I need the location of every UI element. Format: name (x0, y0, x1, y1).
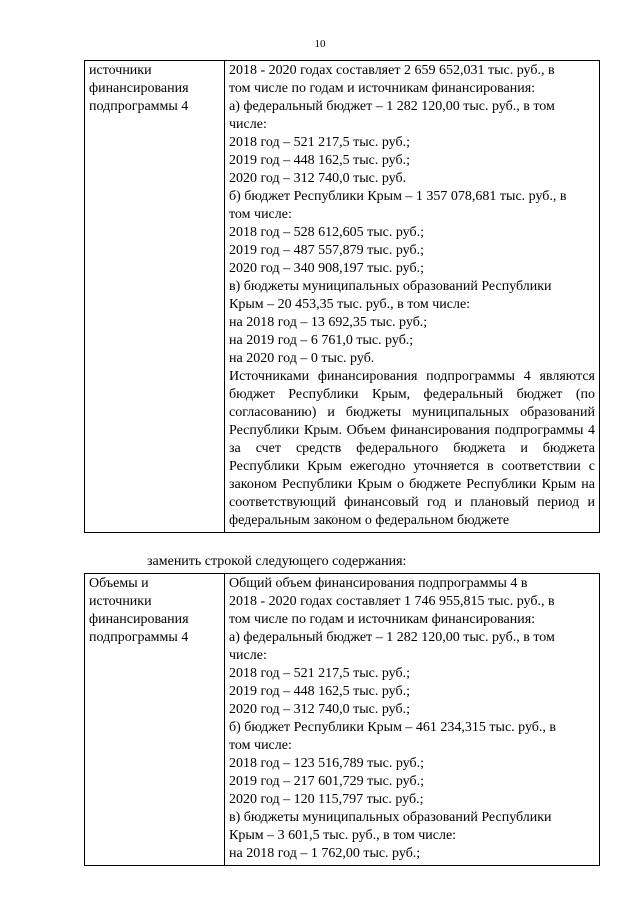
crimea-year-line: 2020 год – 120 115,797 тыс. руб.; (229, 792, 424, 807)
federal-budget-line: числе: (229, 117, 267, 132)
row-header-line: источники (89, 594, 152, 609)
sources-line: являются бюджет Республики Крым, федеральный (229, 369, 595, 402)
crimea-year-line: 2020 год – 340 908,197 тыс. руб.; (229, 261, 424, 276)
crimea-budget-line: б) бюджет Республики Крым – 1 357 078,681 тыс. руб., в (229, 189, 567, 204)
row-header-line: финансирования (89, 81, 189, 96)
municipal-budget-line: Крым – 3 601,5 тыс. руб., в том числе: (229, 828, 457, 843)
municipal-year-line: на 2019 год – 6 761,0 тыс. руб.; (229, 333, 414, 348)
row-header-line: источники (89, 63, 152, 78)
sources-line: образований Республики Крым. Объем финансирования (229, 405, 595, 438)
sources-line: Республики Крым на соответствующий финансовый год (229, 477, 595, 510)
intro-line: том числе по годам и источникам финансирования: (229, 81, 536, 96)
crimea-year-line: 2018 год – 123 516,789 тыс. руб.; (229, 756, 424, 771)
table-row (85, 574, 600, 866)
municipal-budget-line: Крым – 20 453,35 тыс. руб., в том числе: (229, 297, 471, 312)
row-header-cell (85, 61, 225, 533)
federal-year-line: 2019 год – 448 162,5 тыс. руб.; (229, 684, 410, 699)
sources-line: и плановый период и федеральным законом о (229, 495, 595, 528)
page-number: 10 (314, 38, 326, 50)
table-old-funding (84, 60, 600, 533)
sources-line: Источниками финансирования подпрограммы 4 (229, 369, 540, 384)
federal-year-line: 2020 год – 312 740,0 тыс. руб. (229, 171, 407, 186)
table-new-funding (84, 573, 600, 866)
federal-budget-line: а) федеральный бюджет – 1 282 120,00 тыс. руб., в том (229, 99, 555, 114)
sources-line: и бюджета Республики Крым ежегодно уточняется в (229, 441, 595, 474)
federal-year-line: 2018 год – 521 217,5 тыс. руб.; (229, 135, 410, 150)
crimea-budget-line: том числе: (229, 738, 292, 753)
funding-description-cell (225, 61, 600, 533)
row-header-line: подпрограммы 4 (89, 630, 189, 645)
crimea-budget-line: б) бюджет Республики Крым – 461 234,315 тыс. руб., в (229, 720, 557, 735)
row-header-line: Объемы и (89, 576, 149, 591)
municipal-year-line: на 2018 год – 1 762,00 тыс. руб.; (229, 846, 421, 861)
crimea-year-line: 2019 год – 487 557,879 тыс. руб.; (229, 243, 424, 258)
federal-year-line: 2019 год – 448 162,5 тыс. руб.; (229, 153, 410, 168)
intro-line: 2018 - 2020 годах составляет 2 659 652,031 тыс. руб., в (229, 63, 555, 78)
sources-line: соответствии с законом Республики Крым о бюджете (229, 459, 595, 492)
sources-line: подпрограммы 4 за счет средств федерального бюджета (229, 423, 595, 456)
sources-line: бюджет (по согласованию) и бюджеты муниципальных (229, 387, 595, 420)
federal-year-line: 2020 год – 312 740,0 тыс. руб.; (229, 702, 410, 717)
crimea-budget-line: том числе: (229, 207, 292, 222)
sources-paragraph (229, 368, 595, 530)
municipal-budget-line: в) бюджеты муниципальных образований Республики (229, 279, 552, 294)
crimea-year-line: 2018 год – 528 612,605 тыс. руб.; (229, 225, 424, 240)
table-row (85, 61, 600, 533)
funding-description-cell (225, 574, 600, 866)
replace-instruction: заменить строкой следующего содержания: (147, 554, 407, 569)
intro-line: Общий объем финансирования подпрограммы 4 в (229, 576, 528, 591)
row-header-line: подпрограммы 4 (89, 99, 189, 114)
intro-line: том числе по годам и источникам финансирования: (229, 612, 536, 627)
municipal-budget-line: в) бюджеты муниципальных образований Республики (229, 810, 552, 825)
federal-budget-line: а) федеральный бюджет – 1 282 120,00 тыс. руб., в том (229, 630, 555, 645)
crimea-year-line: 2019 год – 217 601,729 тыс. руб.; (229, 774, 424, 789)
municipal-year-line: на 2020 год – 0 тыс. руб. (229, 351, 375, 366)
sources-line: федеральном бюджете (375, 513, 510, 528)
row-header-line: финансирования (89, 612, 189, 627)
federal-year-line: 2018 год – 521 217,5 тыс. руб.; (229, 666, 410, 681)
federal-budget-line: числе: (229, 648, 267, 663)
intro-line: 2018 - 2020 годах составляет 1 746 955,815 тыс. руб., в (229, 594, 555, 609)
municipal-year-line: на 2018 год – 13 692,35 тыс. руб.; (229, 315, 428, 330)
row-header-cell (85, 574, 225, 866)
